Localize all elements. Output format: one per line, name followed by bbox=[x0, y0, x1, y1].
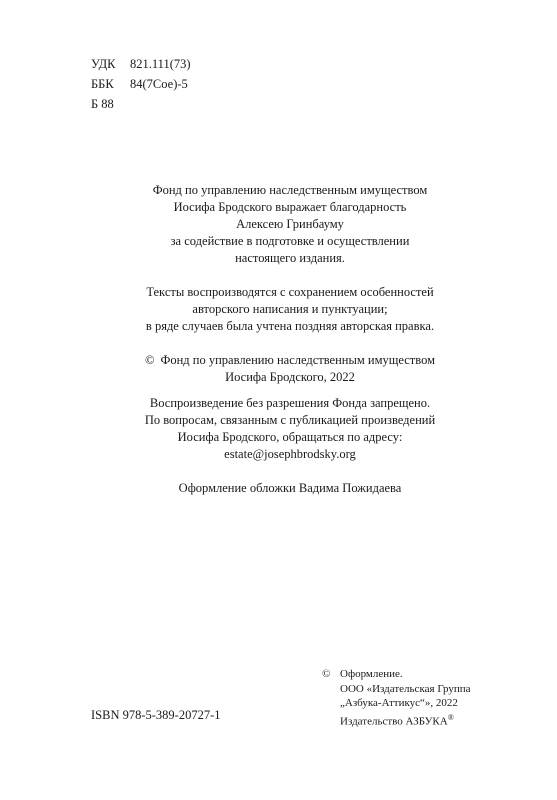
publisher-copyright-block bbox=[322, 667, 471, 729]
classification-codes bbox=[91, 54, 191, 114]
cover-credit bbox=[90, 480, 490, 497]
texts-note-paragraph bbox=[90, 284, 490, 335]
cover-credit-text: Оформление обложки Вадима Пожидаева bbox=[178, 481, 402, 495]
udk-row bbox=[91, 54, 191, 74]
fund-copyright-paragraph bbox=[90, 352, 490, 386]
author-mark: Б 88 bbox=[91, 97, 114, 111]
bbk-value: 84(7Сое)-5 bbox=[130, 77, 188, 91]
gratitude-paragraph bbox=[90, 182, 490, 267]
texts-note-line: Тексты воспроизводятся с сохранением особенностей bbox=[146, 285, 434, 299]
fund-copyright-line bbox=[90, 352, 490, 369]
publisher-line: „Азбука-Аттикус“», 2022 bbox=[340, 697, 458, 709]
registered-mark: ® bbox=[447, 712, 454, 722]
copyright-sign: © bbox=[322, 668, 331, 680]
bbk-label: ББК bbox=[91, 77, 114, 91]
reproduction-line: По вопросам, связанным с публикацией произведений bbox=[144, 413, 436, 427]
gratitude-line: настоящего издания. bbox=[235, 251, 345, 265]
reproduction-notice-paragraph bbox=[90, 395, 490, 463]
fund-copyright-line: Иосифа Бродского, 2022 bbox=[225, 370, 355, 384]
udk-value: 821.111(73) bbox=[130, 57, 191, 71]
publisher-name: Издательство АЗБУКА bbox=[340, 715, 448, 728]
reproduction-line: Иосифа Бродского, обращаться по адресу: bbox=[177, 430, 403, 444]
publisher-design-label: Оформление. bbox=[340, 668, 403, 680]
gratitude-line: Алексею Гринбауму bbox=[236, 217, 344, 231]
contact-email: estate@josephbrodsky.org bbox=[224, 447, 356, 461]
publisher-line: ООО «Издательская Группа bbox=[340, 682, 471, 695]
fund-copyright-text: Фонд по управлению наследственным имуществом bbox=[160, 353, 436, 367]
texts-note-line: в ряде случаев была учтена поздняя авторская правка. bbox=[145, 319, 435, 333]
gratitude-line: за содействие в подготовке и осуществлении bbox=[170, 234, 410, 248]
reproduction-line: Воспроизведение без разрешения Фонда запрещено. bbox=[149, 396, 431, 410]
gratitude-line: Фонд по управлению наследственным имуществом bbox=[152, 183, 428, 197]
udk-label: УДК bbox=[91, 57, 116, 71]
publisher-line bbox=[322, 667, 471, 682]
texts-note-line: авторского написания и пунктуации; bbox=[192, 302, 388, 316]
copyright-sign: © bbox=[144, 353, 155, 367]
publisher-line bbox=[322, 711, 471, 729]
gratitude-line: Иосифа Бродского выражает благодарность bbox=[173, 200, 407, 214]
bbk-row bbox=[91, 74, 191, 94]
isbn: ISBN 978-5-389-20727-1 bbox=[91, 708, 221, 722]
author-mark-row bbox=[91, 94, 191, 114]
